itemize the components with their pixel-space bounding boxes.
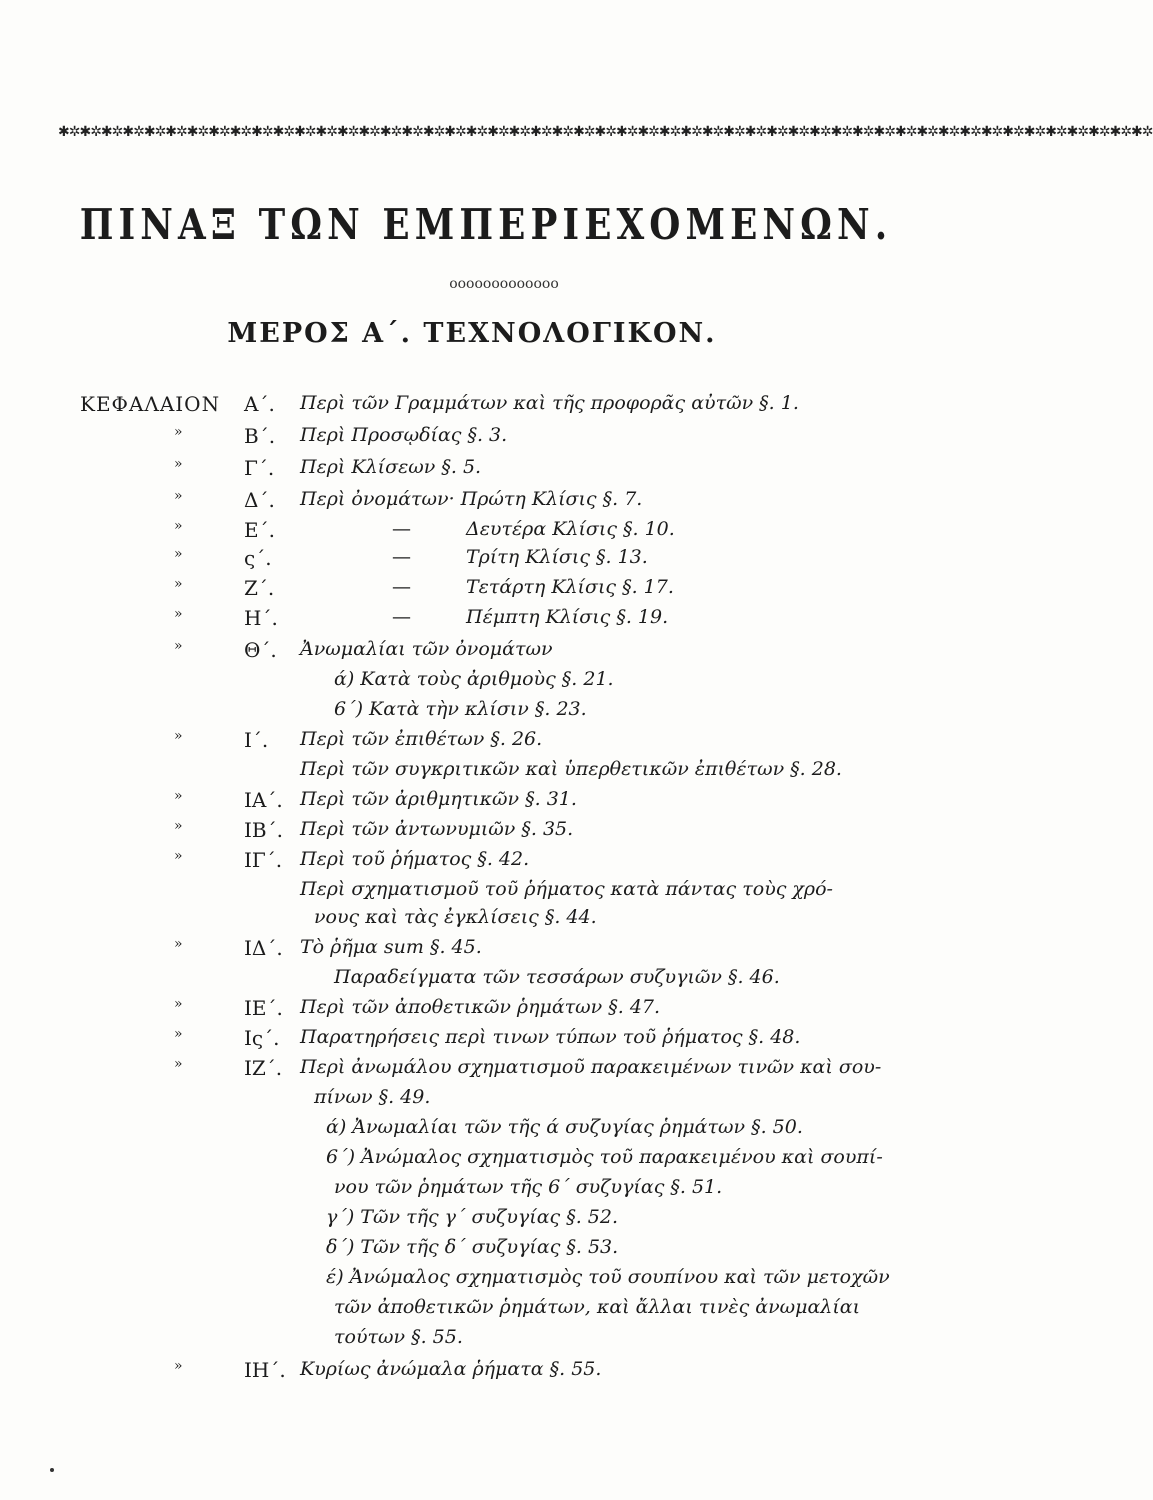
entry-text: Περὶ τῶν ἐπιθέτων §. 26.: [300, 728, 543, 750]
toc-subentry: [0, 1176, 1008, 1208]
ditto-mark: »: [174, 728, 183, 744]
ditto-mark: »: [174, 424, 183, 440]
ornamental-border: ✱✲✱✲✱✲✱✲✱✲✱✲✱✲✱✲✱✲✱✲✱✲✱✲✱✲✱✲✱✲✱✲✱✲✱✲✱✲✱✲✱✲✱✲✱✲✱✲✱✲✱✲✱✲✱✲✱✲✱✲✱✲✱✲✱✲✱✲✱✲✱✲✱✲✱✲✱✲✱✲✱✲✱✲✱✲✱✲✱✲✱✲✱✲✱✲✱✲✱✲✱✲: [58, 124, 1153, 140]
entry-text: Πέμπτη Κλίσις §. 19.: [466, 606, 669, 628]
toc-entry: [0, 936, 1008, 968]
toc-subentry: [0, 1266, 1008, 1298]
toc-subentry: [0, 906, 1008, 938]
toc-entry: [0, 996, 1008, 1028]
entry-text: Περὶ τῶν ἀριθμητικῶν §. 31.: [300, 788, 577, 810]
entry-text: γ΄) Τῶν τῆς γ΄ συζυγίας §. 52.: [326, 1206, 619, 1228]
ditto-mark: »: [174, 576, 183, 592]
ditto-mark: »: [174, 546, 183, 562]
entry-text: Περὶ ὀνομάτων· Πρώτη Κλίσις §. 7.: [300, 488, 643, 510]
toc-subentry: [0, 966, 1008, 998]
entry-text: τούτων §. 55.: [334, 1326, 463, 1348]
entry-text: ά) Ἀνωμαλίαι τῶν τῆς ά συζυγίας ῥημάτων §. 50.: [326, 1116, 803, 1138]
dash-mark: —: [392, 576, 411, 598]
page-title: ΠΙΝΑΞ ΤΩΝ ΕΜΠΕΡΙΕΧΟΜΕΝΩΝ.: [79, 200, 893, 249]
entry-text: νους καὶ τὰς ἐγκλίσεις §. 44.: [314, 906, 597, 928]
entry-text: Περὶ τῶν συγκριτικῶν καὶ ὑπερθετικῶν ἐπιθέτων §. 28.: [300, 758, 842, 780]
entry-text: νου τῶν ῥημάτων τῆς 6΄ συζυγίας §. 51.: [334, 1176, 723, 1198]
entry-text: πίνων §. 49.: [314, 1086, 431, 1108]
chapter-number: Ις΄.: [244, 1026, 280, 1050]
entry-text: Περὶ τῶν ἀντωνυμιῶν §. 35.: [300, 818, 574, 840]
entry-text: Περὶ ἀνωμάλου σχηματισμοῦ παρακειμένων τινῶν καὶ σου-: [300, 1056, 882, 1078]
chapter-number: ΙΖ΄.: [244, 1056, 283, 1080]
chapter-number: ΙΔ΄.: [244, 936, 283, 960]
toc-entry: [0, 606, 1008, 638]
toc-subentry: [0, 1236, 1008, 1268]
entry-text: Τετάρτη Κλίσις §. 17.: [466, 576, 674, 598]
ditto-mark: »: [174, 1026, 183, 1042]
chapter-number: ΙΕ΄.: [244, 996, 283, 1020]
chapter-number: Θ΄.: [244, 638, 277, 662]
toc-entry: [0, 1026, 1008, 1058]
entry-text: Περὶ Προσῳδίας §. 3.: [300, 424, 508, 446]
ditto-mark: »: [174, 788, 183, 804]
chapter-number: Ε΄.: [244, 518, 275, 542]
toc-entry: [0, 638, 1008, 670]
ditto-mark: »: [174, 996, 183, 1012]
entry-text: Περὶ σχηματισμοῦ τοῦ ῥήματος κατὰ πάντας τοὺς χρό-: [300, 878, 833, 900]
chapter-number: Β΄.: [244, 424, 276, 448]
chapter-number: Ζ΄.: [244, 576, 275, 600]
toc-subentry: [0, 698, 1008, 730]
ditto-mark: »: [174, 518, 183, 534]
chapter-number: ς΄.: [244, 546, 272, 570]
toc-entry: [0, 728, 1008, 760]
toc-entry: [0, 424, 1008, 456]
entry-text: Περὶ τῶν Γραμμάτων καὶ τῆς προφορᾶς αὐτῶν §. 1.: [300, 392, 799, 414]
entry-text: Τὸ ῥῆμα sum §. 45.: [300, 936, 482, 958]
chapter-number: Δ΄.: [244, 488, 275, 512]
entry-text: Περὶ Κλίσεων §. 5.: [300, 456, 482, 478]
toc-entry: [0, 848, 1008, 880]
toc-subentry: [0, 1146, 1008, 1178]
chapter-number: ΙΓ΄.: [244, 848, 283, 872]
chapter-number: Ι΄.: [244, 728, 269, 752]
toc-subentry: [0, 1116, 1008, 1148]
chapter-number: ΙΗ΄.: [244, 1358, 286, 1382]
entry-text: 6΄) Κατὰ τὴν κλίσιν §. 23.: [334, 698, 587, 720]
dash-mark: —: [392, 606, 411, 628]
ditto-mark: »: [174, 936, 183, 952]
ditto-mark: »: [174, 488, 183, 504]
entry-text: δ΄) Τῶν τῆς δ΄ συζυγίας §. 53.: [326, 1236, 619, 1258]
entry-text: τῶν ἀποθετικῶν ῥημάτων, καὶ ἄλλαι τινὲς ἀνωμαλίαι: [334, 1296, 861, 1318]
ditto-mark: »: [174, 1056, 183, 1072]
entry-text: Παρατηρήσεις περὶ τινων τύπων τοῦ ῥήματος §. 48.: [300, 1026, 801, 1048]
entry-text: 6΄) Ἀνώμαλος σχηματισμὸς τοῦ παρακειμένου καὶ σουπί-: [326, 1146, 883, 1168]
chapter-number: Γ΄.: [244, 456, 275, 480]
entry-text: ά) Κατὰ τοὺς ἀριθμοὺς §. 21.: [334, 668, 614, 690]
entry-text: Ἀνωμαλίαι τῶν ὀνομάτων: [300, 638, 553, 660]
entry-text: Περὶ τοῦ ῥήματος §. 42.: [300, 848, 530, 870]
toc-entry: [0, 788, 1008, 820]
chapter-label: ΚΕΦΑΛΑΙΟΝ: [80, 392, 221, 416]
entry-text: Παραδείγματα τῶν τεσσάρων συζυγιῶν §. 46.: [334, 966, 780, 988]
page-speck: [50, 1468, 54, 1472]
toc-entry: [0, 546, 1008, 578]
entry-text: Δευτέρα Κλίσις §. 10.: [466, 518, 675, 540]
entry-text: έ) Ἀνώμαλος σχηματισμὸς τοῦ σουπίνου καὶ τῶν μετοχῶν: [326, 1266, 890, 1288]
toc-subentry: [0, 1206, 1008, 1238]
entry-text: Περὶ τῶν ἀποθετικῶν ῥημάτων §. 47.: [300, 996, 661, 1018]
part-title: ΜΕΡΟΣ Α΄. ΤΕΧΝΟΛΟΓΙΚΟΝ.: [227, 318, 717, 349]
entry-text: Κυρίως ἀνώμαλα ῥήματα §. 55.: [300, 1358, 602, 1380]
toc-entry: [0, 818, 1008, 850]
decorative-divider: ooooooooooooo: [449, 276, 559, 292]
toc-entry: [0, 488, 1008, 520]
ditto-mark: »: [174, 606, 183, 622]
chapter-number: ΙΒ΄.: [244, 818, 283, 842]
toc-entry: [0, 1358, 1008, 1390]
toc-entry: [0, 392, 1008, 424]
chapter-number: ΙΑ΄.: [244, 788, 283, 812]
chapter-number: Η΄.: [244, 606, 278, 630]
chapter-number: Α΄.: [244, 392, 275, 416]
toc-entry: [0, 576, 1008, 608]
ditto-mark: »: [174, 456, 183, 472]
toc-subentry: [0, 758, 1008, 790]
ditto-mark: »: [174, 638, 183, 654]
dash-mark: —: [392, 518, 411, 540]
toc-entry: [0, 1056, 1008, 1088]
ditto-mark: »: [174, 1358, 183, 1374]
ditto-mark: »: [174, 848, 183, 864]
toc-subentry: [0, 1326, 1008, 1358]
entry-text: Τρίτη Κλίσις §. 13.: [466, 546, 648, 568]
ditto-mark: »: [174, 818, 183, 834]
toc-subentry: [0, 1086, 1008, 1118]
toc-subentry: [0, 668, 1008, 700]
dash-mark: —: [392, 546, 411, 568]
toc-entry: [0, 456, 1008, 488]
toc-subentry: [0, 1296, 1008, 1328]
